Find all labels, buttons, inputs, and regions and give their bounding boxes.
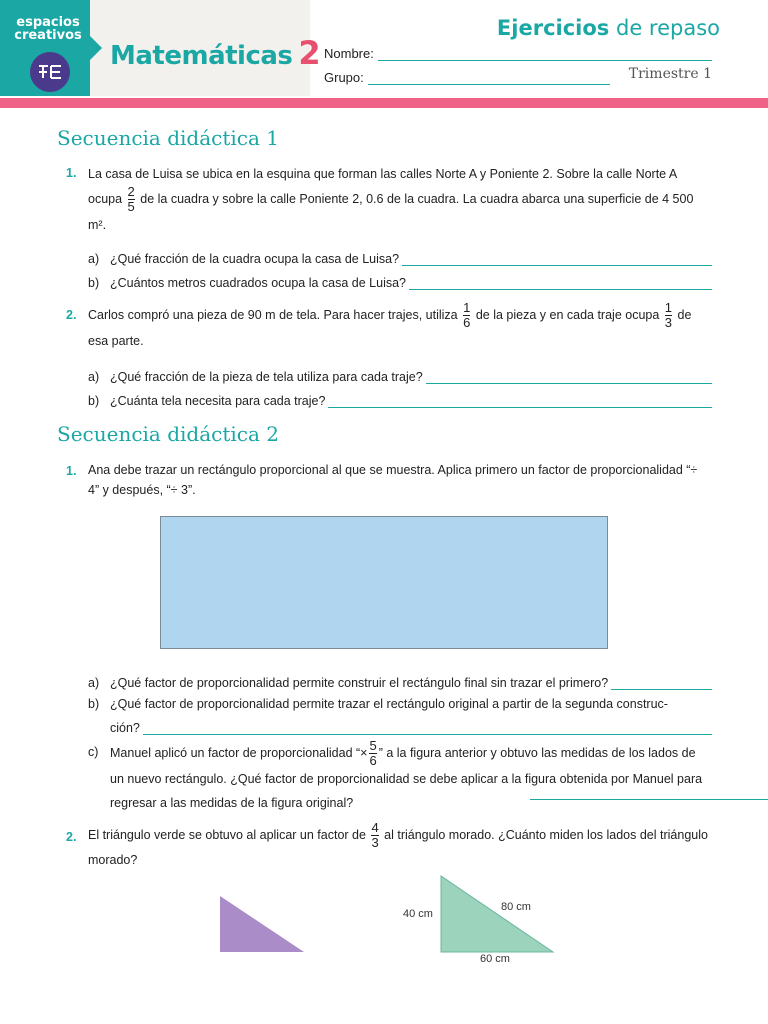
- fraction-1-6: [463, 302, 470, 329]
- frac-den: 3: [664, 315, 673, 330]
- seq2-q1-text: Ana debe trazar un rectángulo proporcional al que se muestra. Aplica primero un factor de proporcionalidad “÷ 4” y después, “÷ 3”.: [88, 463, 698, 497]
- fraction-1-3: [665, 302, 672, 329]
- header-divider-bar: [0, 98, 768, 108]
- sub-label: b): [88, 697, 100, 711]
- answer-line[interactable]: [402, 252, 712, 266]
- seq1-q2-text-a: Carlos compró una pieza de 90 m de tela. Para hacer trajes, utiliza: [88, 307, 458, 322]
- sub-question-line2: [110, 716, 712, 740]
- sub-label: b): [88, 394, 100, 408]
- subject-title: [110, 34, 320, 72]
- seq2-q2-text-a: El triángulo verde se obtuvo al aplicar un factor de: [88, 827, 366, 842]
- group-label: Grupo:: [324, 70, 364, 85]
- purple-triangle: [220, 896, 304, 952]
- answer-line[interactable]: [143, 721, 712, 735]
- brand-name: [8, 16, 88, 42]
- frac-den: 6: [463, 315, 471, 330]
- frac-num: 4: [371, 820, 379, 835]
- seq2-q1-number: 1.: [66, 464, 77, 478]
- name-line[interactable]: [378, 47, 712, 61]
- answer-line[interactable]: [409, 276, 712, 290]
- seq1-q1-b: [88, 270, 712, 290]
- seq1-q2-a: [88, 364, 712, 384]
- seq2-q1-c-text-a: Manuel aplicó un factor de proporcionalidad “×: [110, 745, 368, 760]
- seq1-q2-text: [88, 302, 708, 353]
- seq1-q2-number: 2.: [66, 308, 77, 322]
- frac-den: 6: [369, 753, 377, 768]
- sub-question-line1: ¿Qué factor de proporcionalidad permite trazar el rectángulo original a partir de la segunda construc-: [110, 697, 668, 711]
- fraction-4-3: [371, 822, 378, 849]
- frac-num: 2: [127, 184, 135, 199]
- triangles-figure: [210, 870, 570, 960]
- seq2-q1-a: [88, 670, 712, 690]
- seq2-q1-c-text-b: ” a la figura anterior y obtuvo las medidas de los lados de un nuevo rectángulo. ¿Qué factor de proporcionalidad se debe aplicar a la figura obtenida por Manuel para regresar a las medidas de la figura original?: [110, 745, 703, 810]
- subject-name: Matemáticas: [110, 41, 293, 71]
- sub-question: ¿Qué fracción de la cuadra ocupa la casa de Luisa?: [110, 252, 400, 266]
- seq1-q1-text: [88, 162, 708, 237]
- doc-title-bold: Ejercicios: [496, 16, 610, 40]
- seq2-q2-number: 2.: [66, 830, 77, 844]
- seq2-q2-text-b: al triángulo morado. ¿Cuánto miden los lados del triángulo morado?: [88, 827, 708, 867]
- frac-num: 1: [463, 300, 471, 315]
- answer-line[interactable]: [530, 799, 768, 800]
- sub-question-body: [110, 740, 712, 815]
- sub-label: a): [88, 370, 100, 384]
- sub-question: ¿Qué fracción de la pieza de tela utiliza para cada traje?: [110, 370, 423, 384]
- sub-question-body: [110, 692, 712, 740]
- frac-den: 5: [127, 199, 135, 214]
- seq1-q1-text-a: La casa de Luisa se ubica en la esquina que forman las calles Norte A y Poniente 2. Sobre la calle Norte A ocupa: [88, 167, 677, 206]
- frac-num: 5: [369, 738, 377, 753]
- group-line[interactable]: [368, 71, 610, 85]
- publisher-logo-icon: [30, 52, 70, 92]
- seq1-q1-a: [88, 246, 712, 266]
- answer-line[interactable]: [426, 370, 712, 384]
- answer-line[interactable]: [611, 676, 712, 690]
- seq1-q2-text-c: de esa parte.: [88, 307, 692, 348]
- term-label: Trimestre 1: [628, 66, 712, 82]
- sub-label: a): [88, 676, 100, 690]
- sub-label: c): [88, 745, 99, 759]
- fraction-2-5: [128, 186, 135, 213]
- sub-label: b): [88, 276, 100, 290]
- grade-number: 2: [298, 34, 321, 72]
- brand-line1: espacios: [16, 15, 80, 30]
- seq2-q2-text: [88, 822, 708, 871]
- brand-line2: creativos: [14, 28, 82, 43]
- answer-line[interactable]: [328, 394, 712, 408]
- sub-question: ¿Qué factor de proporcionalidad permite construir el rectángulo final sin trazar el primero?: [110, 676, 609, 690]
- original-rectangle: [160, 516, 608, 649]
- seq1-q2-b: [88, 388, 712, 408]
- name-label: Nombre:: [324, 46, 374, 61]
- seq1-q2-text-b: de la pieza y en cada traje ocupa: [475, 307, 660, 322]
- seq1-q1-number: 1.: [66, 166, 77, 180]
- dim-label-bottom: 60 cm: [480, 953, 510, 965]
- frac-num: 1: [664, 300, 673, 315]
- name-field[interactable]: [324, 46, 712, 61]
- seq2-q1-c: [88, 740, 712, 812]
- dim-label-hypotenuse: 80 cm: [501, 901, 531, 913]
- sequence-2-title: Secuencia didáctica 2: [57, 422, 279, 446]
- green-triangle: [441, 876, 553, 952]
- seq1-q1-text-b: de la cuadra y sobre la calle Poniente 2, 0.6 de la cuadra. La cuadra abarca una superficie de 4 500 m².: [88, 191, 694, 232]
- seq2-q1-b: [88, 692, 712, 740]
- frac-den: 3: [371, 835, 379, 850]
- sequence-1-title: Secuencia didáctica 1: [57, 126, 279, 150]
- sub-label: a): [88, 252, 100, 266]
- document-title: [497, 16, 720, 40]
- dim-label-left: 40 cm: [403, 908, 433, 920]
- sub-question-line2-text: ción?: [110, 721, 140, 735]
- doc-title-rest: de repaso: [615, 16, 720, 40]
- sub-question: ¿Cuántos metros cuadrados ocupa la casa de Luisa?: [110, 276, 407, 290]
- fraction-5-6: [369, 740, 376, 767]
- sub-question: ¿Cuánta tela necesita para cada traje?: [110, 394, 326, 408]
- group-field[interactable]: [324, 70, 610, 85]
- brand-notch: [90, 36, 102, 60]
